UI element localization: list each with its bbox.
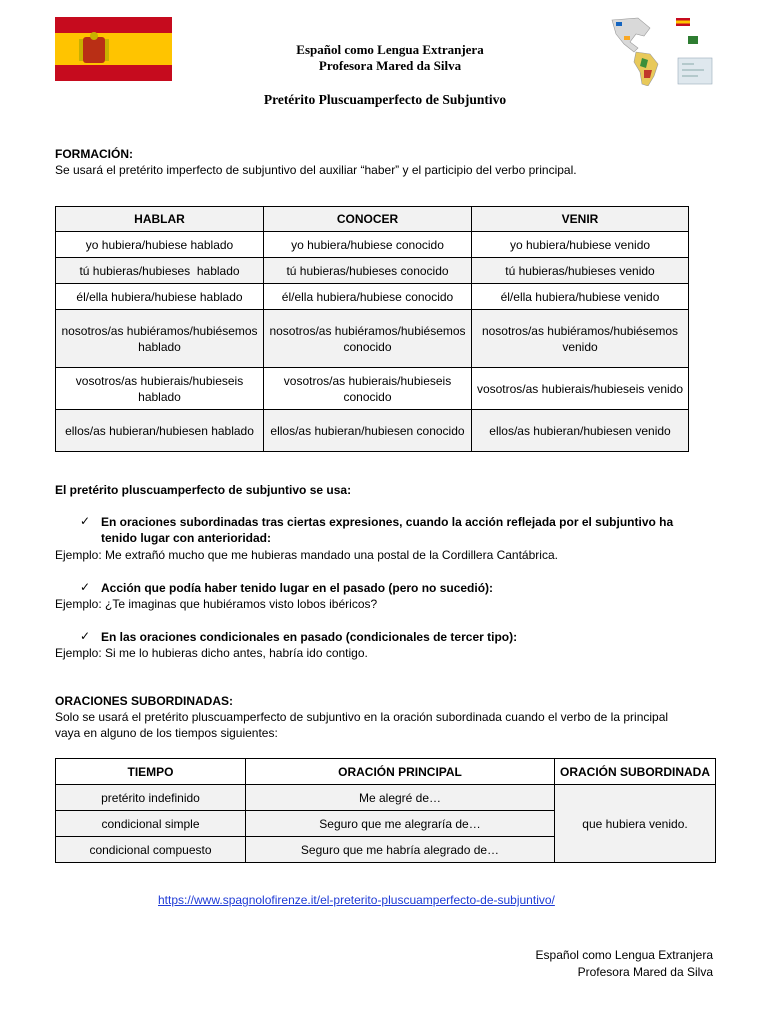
header-line-course: Español como Lengua Extranjera: [296, 42, 484, 57]
table-cell: yo hubiera/hubiese venido: [472, 232, 689, 258]
footer-line-teacher: Profesora Mared da Silva: [577, 965, 713, 979]
footer-credit: [536, 947, 713, 981]
table-cell: vosotros/as hubierais/hubieseis hablado: [56, 368, 264, 410]
table-row: [56, 284, 689, 310]
table-cell: Seguro que me alegraría de…: [246, 811, 555, 837]
table-cell: Me alegré de…: [246, 785, 555, 811]
header-hablar: HABLAR: [56, 207, 264, 232]
checkmark-icon: ✓: [80, 629, 91, 643]
table-row: [56, 368, 689, 410]
table-row: [56, 258, 689, 284]
formation-text: Se usará el pretérito imperfecto de subjuntivo del auxiliar “haber” y el participio del verbo principal.: [55, 163, 577, 177]
use-example-2: Ejemplo: ¿Te imaginas que hubiéramos visto lobos ibéricos?: [55, 597, 378, 611]
table-cell: tú hubieras/hubieses hablado: [56, 258, 264, 284]
spain-flag-icon: [55, 17, 172, 81]
subordinate-text: Solo se usará el pretérito pluscuamperfecto de subjuntivo en la oración subordinada cuando el verbo de la principal vaya en alguno de los tiempos siguientes:: [55, 710, 669, 740]
table-cell: Seguro que me habría alegrado de…: [246, 837, 555, 863]
header-oracion-subordinada: ORACIÓN SUBORDINADA: [555, 759, 716, 785]
table-cell: nosotros/as hubiéramos/hubiésemos hablado: [56, 310, 264, 368]
use-bullet-3: En las oraciones condicionales en pasado (condicionales de tercer tipo):: [101, 630, 518, 644]
table-cell: ellos/as hubieran/hubiesen venido: [472, 410, 689, 452]
table-row: [56, 410, 689, 452]
table-cell: condicional simple: [56, 811, 246, 837]
page-title: Pretérito Pluscuamperfecto de Subjuntivo: [263, 92, 507, 107]
use-example-3: Ejemplo: Si me lo hubieras dicho antes, habría ido contigo.: [55, 646, 368, 660]
table-cell: él/ella hubiera/hubiese conocido: [264, 284, 472, 310]
header-line-teacher: Profesora Mared da Silva: [318, 58, 462, 73]
table-cell: tú hubieras/hubieses conocido: [264, 258, 472, 284]
table-row: [56, 310, 689, 368]
table-row: [56, 785, 716, 811]
table-row: [56, 232, 689, 258]
table-cell: vosotros/as hubierais/hubieseis conocido: [264, 368, 472, 410]
formation-heading: FORMACIÓN:: [55, 147, 133, 161]
use-example-1: Ejemplo: Me extrañó mucho que me hubieras mandado una postal de la Cordillera Cantábrica.: [55, 548, 558, 562]
table-cell: vosotros/as hubierais/hubieseis venido: [472, 368, 689, 410]
source-link[interactable]: https://www.spagnolofirenze.it/el-preterito-pluscuamperfecto-de-subjuntivo/: [158, 893, 555, 907]
use-bullet-2: Acción que podía haber tenido lugar en el pasado (pero no sucedió):: [101, 581, 494, 595]
checkmark-icon: ✓: [80, 514, 91, 528]
table-cell: ellos/as hubieran/hubiesen conocido: [264, 410, 472, 452]
tense-table: [55, 758, 716, 863]
checkmark-icon: ✓: [80, 580, 91, 594]
table-cell: él/ella hubiera/hubiese venido: [472, 284, 689, 310]
subordinate-cell: que hubiera venido.: [555, 785, 716, 863]
table-cell: yo hubiera/hubiese hablado: [56, 232, 264, 258]
table-cell: nosotros/as hubiéramos/hubiésemos conocido: [264, 310, 472, 368]
table-cell: ellos/as hubieran/hubiesen hablado: [56, 410, 264, 452]
header-conocer: CONOCER: [264, 207, 472, 232]
table-cell: tú hubieras/hubieses venido: [472, 258, 689, 284]
use-bullet-1: En oraciones subordinadas tras ciertas expresiones, cuando la acción reflejada por el subjuntivo ha tenido lugar con anterioridad:: [101, 515, 674, 545]
subordinate-heading: ORACIONES SUBORDINADAS:: [55, 694, 234, 708]
header-oracion-principal: ORACIÓN PRINCIPAL: [246, 759, 555, 785]
table-cell: él/ella hubiera/hubiese hablado: [56, 284, 264, 310]
header-tiempo: TIEMPO: [56, 759, 246, 785]
table-cell: pretérito indefinido: [56, 785, 246, 811]
header-course: [180, 42, 600, 74]
footer-line-course: Español como Lengua Extranjera: [535, 948, 713, 962]
table-cell: condicional compuesto: [56, 837, 246, 863]
table-cell: nosotros/as hubiéramos/hubiésemos venido: [472, 310, 689, 368]
uses-heading: El pretérito pluscuamperfecto de subjuntivo se usa:: [55, 483, 352, 497]
hispanic-world-map-icon: [608, 14, 718, 86]
table-cell: yo hubiera/hubiese conocido: [264, 232, 472, 258]
header-venir: VENIR: [472, 207, 689, 232]
conjugation-table: [55, 206, 689, 452]
